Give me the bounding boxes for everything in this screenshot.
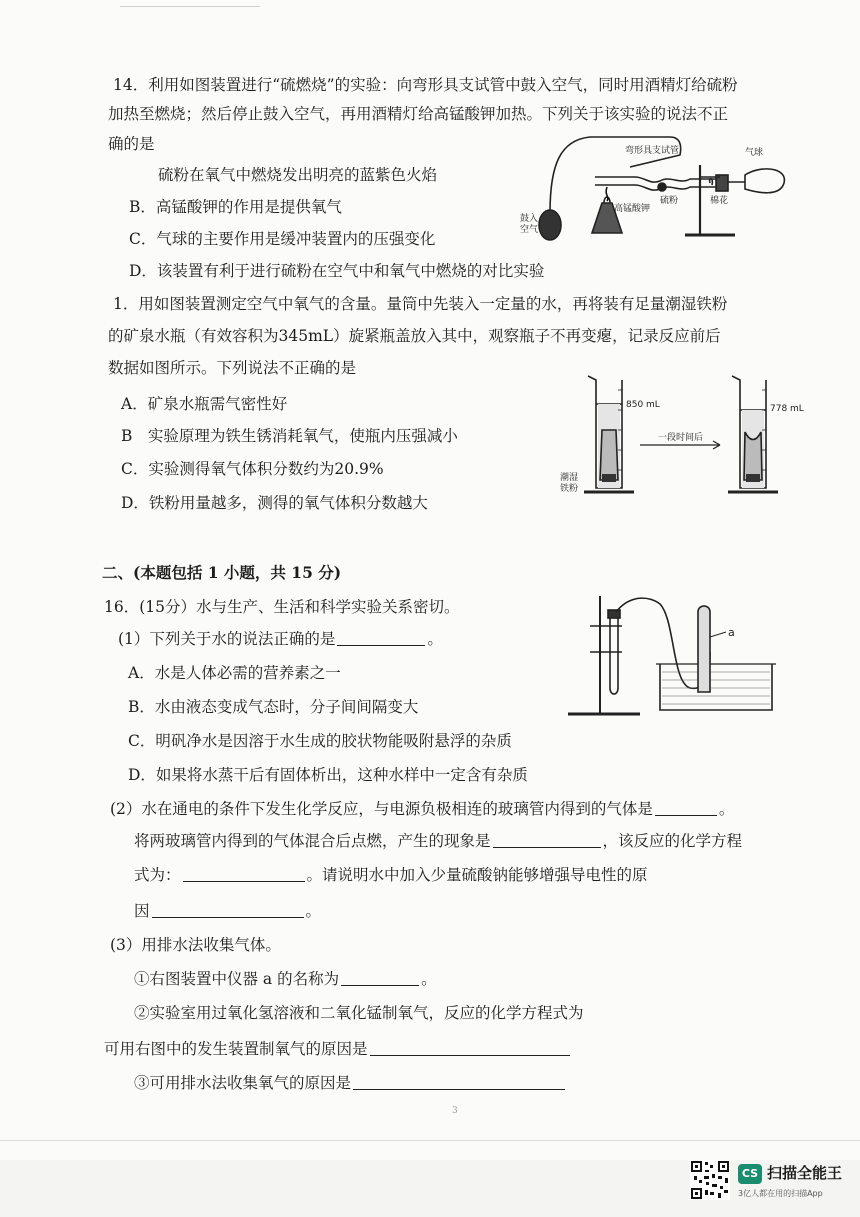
q16-p2-text-1: (2）水在通电的条件下发生化学反应，与电源负极相连的玻璃管内得到的气体是	[110, 800, 653, 818]
page-number: 3	[452, 1106, 458, 1116]
q16-part-2-line-4	[134, 900, 321, 922]
scanner-app-tagline: 3亿人都在用的扫描App	[738, 1189, 823, 1198]
q15-cylinder-figure	[560, 370, 810, 500]
q16-p2-gas-blank[interactable]	[655, 799, 717, 816]
label-instrument-a: a	[728, 626, 735, 639]
q16-p3-3-text: ③可用排水法收集氧气的原因是	[134, 1074, 352, 1092]
label-after-some-time: 一段时间后	[658, 433, 704, 443]
q16-part-3-2: ②实验室用过氧化氢溶液和二氧化锰制氧气，反应的化学方程式为	[134, 1004, 584, 1022]
q16-part-2-line-1	[110, 798, 734, 820]
q16-p1-option-c: C．明矾净水是因溶于水生成的胶状物能吸附悬浮的杂质	[128, 732, 512, 750]
label-cotton: 棉花	[710, 196, 729, 206]
q16-p3-reason-blank[interactable]	[370, 1039, 570, 1056]
q16-part-3-3	[134, 1072, 567, 1094]
q16-p2-text-2a: 将两玻璃管内得到的气体混合后点燃，产生的现象是	[134, 832, 491, 850]
q16-p3-instrument-blank[interactable]	[341, 969, 419, 986]
label-kmno4: 高锰酸钾	[614, 204, 651, 214]
qr-code-icon	[690, 1160, 730, 1200]
label-after-volume: 778 mL	[770, 404, 804, 414]
q15-line-1: 1．用如图装置测定空气中氧气的含量。量筒中先装入一定量的水，再将装有足量潮湿铁粉	[113, 295, 728, 313]
q16-p3-1-text: ①右图装置中仪器 a 的名称为	[134, 970, 340, 988]
q14-option-a: 硫粉在氧气中燃烧发出明亮的蓝紫色火焰	[158, 166, 438, 184]
q15-line-2: 的矿泉水瓶（有效容积为345mL）旋紧瓶盖放入其中，观察瓶子不再变瘪，记录反应前后	[108, 327, 721, 345]
q16-p2-reason-blank[interactable]	[152, 901, 304, 918]
q16-part-3-2b	[104, 1038, 572, 1060]
label-wet-iron-1: 潮湿	[560, 473, 579, 483]
q14-option-d: D．该装置有利于进行硫粉在空气中和氧气中燃烧的对比实验	[129, 262, 545, 280]
q16-part-1	[118, 628, 443, 650]
period: 。	[427, 630, 443, 648]
q16-part-3-1	[134, 968, 437, 990]
label-air-in-1: 鼓入	[520, 214, 539, 224]
q16-p3-collect-blank[interactable]	[353, 1073, 565, 1090]
q14-option-c: C．气球的主要作用是缓冲装置内的压强变化	[129, 230, 436, 248]
q16-p2-text-3b: 。请说明水中加入少量硫酸钠能够增强导电性的原	[306, 866, 648, 884]
section-2-header: 二、(本题包括 1 小题，共 15 分)	[102, 563, 342, 582]
scan-edge-line	[120, 6, 260, 7]
q15-option-d: D．铁粉用量越多，测得的氧气体积分数越大	[121, 494, 428, 512]
q16-p2-text-4: 因	[134, 902, 150, 920]
label-before-volume: 850 mL	[626, 400, 660, 410]
q16-part-2-line-2	[134, 830, 742, 852]
q16-intro: 16．(15分）水与生产、生活和科学实验关系密切。	[104, 598, 460, 616]
q16-part-3-title: (3）用排水法收集气体。	[110, 936, 281, 954]
label-air-in-2: 空气	[520, 225, 539, 235]
q16-p1-option-a: A．水是人体必需的营养素之一	[128, 664, 341, 682]
label-wet-iron-2: 铁粉	[560, 484, 579, 494]
q15-option-a: A．矿泉水瓶需气密性好	[121, 395, 288, 413]
label-balloon: 气球	[745, 148, 764, 158]
q16-gas-collection-figure	[560, 592, 780, 722]
label-sulfur: 硫粉	[660, 196, 679, 206]
q15-option-b: B 实验原理为铁生锈消耗氧气，使瓶内压强减小	[121, 427, 458, 445]
q14-option-b: B．高锰酸钾的作用是提供氧气	[129, 198, 342, 216]
scanner-app-name: 扫描全能王	[767, 1164, 843, 1182]
q16-p1-option-b: B．水由液态变成气态时，分子间间隔变大	[128, 698, 419, 716]
page-bottom-edge	[0, 1140, 860, 1141]
q16-part-2-line-3	[134, 864, 648, 886]
q16-part-1-answer-blank[interactable]	[337, 629, 425, 646]
cs-logo-icon: CS	[738, 1164, 762, 1184]
q14-line-2: 加热至燃烧；然后停止鼓入空气，再用酒精灯给高锰酸钾加热。下列关于该实验的说法不正	[108, 105, 729, 123]
q16-part-1-text: (1）下列关于水的说法正确的是	[118, 630, 336, 648]
period: 。	[718, 800, 735, 818]
q16-p2-text-3a: 式为：	[134, 866, 181, 884]
q14-sulfur-apparatus-figure	[520, 125, 790, 250]
period: 。	[305, 902, 322, 920]
label-bent-tube: 弯形具支试管	[625, 146, 680, 156]
gas-collection-drawing	[560, 592, 780, 722]
q15-option-c: C．实验测得氧气体积分数约为20.9%	[121, 460, 384, 478]
q16-p2-phenomenon-blank[interactable]	[493, 831, 601, 848]
q16-p2-text-2b: ，该反应的化学方程	[602, 832, 743, 850]
scanner-watermark	[690, 1160, 860, 1217]
q14-line-3: 确的是	[108, 135, 155, 153]
q15-line-3: 数据如图所示。下列说法不正确的是	[108, 359, 357, 377]
period: 。	[421, 970, 437, 988]
q16-p1-option-d: D．如果将水蒸干后有固体析出，这种水样中一定含有杂质	[128, 766, 528, 784]
q16-p3-2b-text: 可用右图中的发生装置制氧气的原因是	[104, 1040, 368, 1058]
q14-line-1: 14．利用如图装置进行“硫燃烧”的实验：向弯形具支试管中鼓入空气，同时用酒精灯给硫粉	[113, 76, 738, 94]
q16-p2-equation-blank[interactable]	[183, 865, 305, 882]
